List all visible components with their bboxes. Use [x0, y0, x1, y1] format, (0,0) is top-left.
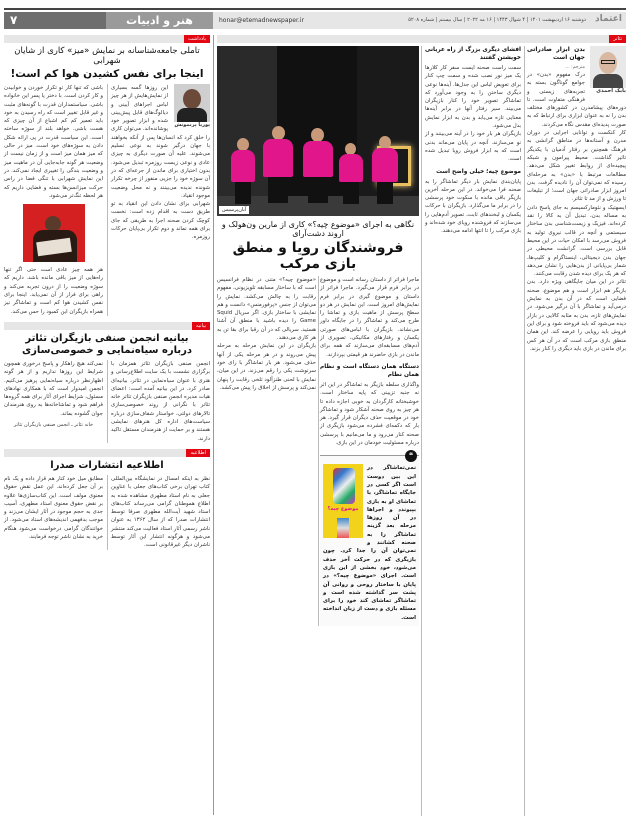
- note-title: اینجا برای نفس کشیدن هوا کم است!: [10, 68, 204, 80]
- page-header: [4, 12, 626, 29]
- author-photo: [590, 46, 626, 88]
- theatre-subhead-2: افشای دیگری بزرگ از راه عریانی خویشتن گفتند: [425, 47, 521, 61]
- column-divider: [421, 46, 422, 816]
- note-author: پوریا پرنمونش: [174, 122, 210, 128]
- theatre-label-wrap: [217, 35, 626, 43]
- paragraph: نظر به اینکه امسال در نمایشگاه بین‌المللی کتاب تهران برخی کتاب‌های جعلی با عناوین جعلی به نام استاد مطهری مشاهده شده به اطلاع هموطنان گرامی می‌رساند کتاب‌های استاد شهید آیت‌الله مطهری صرفا توسط انتشارات صدرا که از سال ۱۳۶۲ به عنوان ناشر رسمی آثار استاد فعالیت می‌کند منتشر می‌شود و هرگونه انتشار این آثار توسط ناشران دیگر غیرقانونی است.: [111, 475, 211, 549]
- essay-author-box: [588, 46, 626, 95]
- theatre-body-col2: [217, 276, 316, 626]
- note-body-left: [4, 84, 103, 316]
- section-title: هنر و ادبیات: [106, 12, 213, 29]
- book-cover-image: [23, 204, 85, 262]
- page-number: ۷: [4, 12, 106, 29]
- theatre-title: فروشندگان رویا و منطق بازی مرکب: [232, 240, 404, 272]
- photo-credit: آبان‌پرسیس: [219, 206, 249, 214]
- theatre-kicker: نگاهی به اجرای «موضوع چیه؟» کاری از مارین ون‌هولک و اروند دشت‌آرای: [221, 220, 415, 238]
- essay-author: بابک احمدی: [596, 88, 626, 94]
- pull-quote-text: نمی‌تماشاگر در این بین دوست است اگر کسی در جایگاه تماشاگر، با تماشای او به بازی بپیوندد و اجراها در آن روزها مرحله بعد گزینه تماشاگر را به صحنه کشانند و نمی‌توان آن را جدا کرد. چون بازیگری که در حرکت آخر حذف می‌شود، خود بخشی از این بازی است. اجرای «موضوع چیه؟» در پایان با ساختار روحی و روانی آن پشت سر گذاشته شده است و تماشاگر تماشای کند خود را برای مسئله بازی و دست از زبان انداخته است.: [323, 465, 416, 621]
- paragraph: نمی‌کند هیچ راهکار و پاسخ درخوری همچون شرایط این روزها نداریم و از هر گونه اظهارنظر درباره سیاه‌نمایی پرهیز می‌کنیم. انجمن امیدوار است که با همکاری نهادهای مسئول، شرایط اجرای آثار برای همه گروه‌ها فراهم شود و تماشاخانه‌ها به روی هنرمندان جوان گشوده بماند.: [4, 360, 103, 417]
- left-column: [4, 35, 210, 550]
- paragraph: کار کنکست و توانایی اجرایی در دوران مدرن و آستانه‌ها در مناطق گرانشی به فرهنگ همچنین بر رفتار آدمیان با یکدیگر تاثیر گذاشت. محیط پیرامون و شبکه پیچیده‌ای از روابط تغییر شکل می‌دهد. مطالعات مرتبط با «بدن» به مرحله‌ای رسیده که نمی‌توان آن را نادیده گرفت. بدن امروز ابزار صادراتی جهان است؛ از تبلیغات تا ورزش و از مد تا تئاتر.: [527, 130, 626, 203]
- theatre-subhead-1: دستگاه همان دستگاه است و نظام همان نظام: [320, 363, 419, 378]
- statement-label: بیانیه: [192, 322, 210, 330]
- statement-label-bar: [4, 322, 210, 330]
- announcement-title: اطلاعیه انتشارات صدرا: [50, 459, 164, 471]
- paragraph: شهرابی برای نشان دادن این انقیاد به تو طریق دست به اقدام زده است: نخست کوچک کردن صحنه اجرا به طریقی که جای برای همه نماند و دوم تکرار بی‌پایان حرکات روزمره.: [111, 201, 210, 241]
- page-divider: [213, 35, 214, 815]
- essay: [527, 46, 626, 353]
- poster-title: موضوع چیه؟: [327, 506, 359, 513]
- paragraph: بازیگران در این نمایش مرحله به مرحله پیش می‌روند و در هر مرحله یکی از آنها حذف می‌شود. هر بار تماشاگر با رای خود سرنوشت یکی را رقم می‌زند. در این میان، نمایش با لحنی طنزآلود تلخی رقابت را پنهان نمی‌کند و پرسش از اخلاق را پیش می‌کشد.: [217, 343, 316, 391]
- announcement-body-right: [111, 475, 210, 550]
- theatre-label: تئاتر: [609, 35, 626, 43]
- note-label-bar: [4, 35, 210, 43]
- statement-body-right: [111, 360, 210, 443]
- theatre-main: [217, 46, 419, 626]
- paragraph: پایان‌بندی نمایش بار دیگر تماشاگر را به صحنه فرا می‌خواند. در این مرحله آخرین بازیگر باقی مانده با سکوت خود پرسشی را در برابر ما می‌گذارد. بازیگران با حرکات یکسان و لبخندهای ثابت، تصویر آدم‌هایی را می‌سازند که فروشنده رویای خود شده‌اند و بازی مرکب را تا انتها ادامه می‌دهند.: [425, 178, 521, 235]
- statement-title-1: بیانیه انجمن صنفی بازیگران تئاتر: [25, 332, 189, 344]
- theatre-body-col1: [320, 276, 419, 626]
- theatre-subhead-3: موضوع چیه؛ خیلی واضح است: [436, 168, 521, 175]
- quote-icon: ❝: [405, 450, 417, 462]
- paragraph: ایسهتیک و نئو‌مارکسیسم به جای پاسخ دادن به مساله بدن، تبدیل آن به کالا را نقد کرده‌اند. فیزیک و زیست‌شناسی بدن ساختار سیستمی و آنچه در قالب نیروی تولید به فروش می‌رسد با امکان حیات در این محیط قابل بررسی است. گرانشت محیطی در جهان بدن دیجیتالی، اینستاگرام و کلیپ‌ها، شمار بی‌پایانی از بدن‌هایی را نشان می‌دهد که هر یک برای دیده شدن رقابت می‌کنند.: [527, 204, 626, 278]
- paragraph: انجمن صنفی بازیگران تئاتر همزمان با برگزاری نشست با یک سایت اطلاع‌رسانی و هنری با عنوان سیاه‌نمایی در تئاتر، بیانیه‌ای صادر کرد. در این بیانیه آمده است: اعضای هیات مدیره انجمن صنفی بازیگران تئاتر خانه تئاتر با نگرانی از روند خصوصی‌سازی تالارهای دولتی، خواستار شفاف‌سازی درباره سیاست‌های اداره کل هنرهای نمایشی هستند و بر حمایت از هنرمندان مستقل تاکید دارند.: [111, 360, 210, 442]
- column-divider: [524, 46, 525, 816]
- issue-date: دوشنبه ۱۶ اردیبهشت ۱۴۰۱ | ۴ شوال ۱۴۴۳ | ۱۶ مه ۲۰۲۲ | سال بیستم | شماره ۵۲۰۸: [408, 17, 586, 23]
- note-kicker: تاملی جامعه‌شناسانه بر نمایش «میز» کاری از شایان شهرابی: [14, 46, 200, 66]
- statement-footer: خانه تئاتر ـ انجمن صنفی بازیگران تئاتر: [13, 422, 94, 429]
- announcement-label-bar: [4, 449, 210, 457]
- author-box: [172, 84, 210, 129]
- column-divider: [107, 475, 108, 550]
- paragraph: این روزها گسه بسیاری از نمایش‌هایش از هر چیز لباس اجراهای آیینی و دیالوگ‌های قابل پیش‌بینی شده و ابزار تصویر خود پوشانده‌اند. می‌توان کاری را خلق کرد که انسان‌ها پس از آنکه بخواهند با جهان درگیر شوند به نوعی تسلیم می‌شوند. علیه آن صورت دیگری به چیزی عادی و نوعی زیست روزمره تبدیل می‌شود. بدون اختیاری برای ماندن از جرعه‌ای که در آن سوژه خود را جزیی منفور از چرخه تکرار شونده ندیده می‌بینند و نه محل وضعیت موجود انقیاد.: [111, 85, 210, 199]
- paragraph: مطابق میل خود کنار هم قرار داده و یک نام بر آن جعل کرده‌اند. این عمل نقض حقوق معنوی مولف است. این کتاب‌سازی‌ها علاوه بر نقض حقوق معنوی استاد مطهری، آسیب جدی به حجم موجود در آثار ایشان می‌زند و موجب بدفهمی اندیشه‌های استاد می‌شود. از خوانندگان گرامی درخواست می‌شود هنگام خرید به نشان ناشر توجه فرمایند.: [4, 475, 103, 540]
- section-email[interactable]: honar@etemadnewspaper.ir: [219, 17, 304, 24]
- newspaper-logo: اعتماد: [595, 14, 622, 24]
- paragraph: ماجرا فراتر از داستان رسانه است و موضوع در برابر فرم قرار می‌گیرد. ماجرا فراتر از داستان و موضوع گیری در برابر فرم نمایش‌های امروز است. این نمایش در هر دو سطح پرسش از ماهیت بازی و تماشا را طرح می‌کند و تماشاگر را در جایگاه داور می‌نشاند. بازیگران با لباس‌های صورتی یکسان و رفتارهای مکانیکی، تصویری از آدم‌های مسابقه‌ای می‌سازند که همه برای ماندن در بازی حاضرند هر قیمتی بپردازند.: [320, 277, 419, 358]
- pull-quote-box: [320, 451, 419, 626]
- play-poster: [323, 464, 363, 538]
- paragraph: تئاتر در این میان جایگاهی ویژه دارد. بدن بازیگر هم ابزار است و هم موضوع. صحنه فضایی است که در آن بدن به نمایش درمی‌آید و تماشاگر با آن درگیر می‌شود. در نمایش‌های تازه، بدن به مثابه کالایی در بازار دیده می‌شود که باید فروخته شود و برای این فروش باید رویایی را عرضه کند. این همان منطق بازی مرکب است که در آن هر کس برای ماندن در بازی باید دیگری را کنار بزند.: [527, 279, 626, 352]
- column-divider: [107, 360, 108, 443]
- paragraph: هر همه چیز عادی است حتی اگر تنها راه‌هایی از میز باقی مانده باشد. داریم که سوژه وضعیت را از درون تجربه می‌کند و راهی برای فرار از آن نمی‌یابد. اینجا برای نفس کشیدن هوا کم است و تماشاگر نیز همراه بازیگران این کمبود را حس می‌کند.: [4, 267, 103, 315]
- statement-title-2: درباره سیاه‌نمایی و خصوصی‌سازی: [22, 344, 192, 356]
- statement-body-left: [4, 360, 103, 443]
- paragraph: درک مفهوم «بدن» در جوامع گوناگون بسته به تجربه‌های زیستی و فرهنگی متفاوت است. تا دوره‌های پیشا‌مدرن در کشورهای مختلف بدن را نه به عنوان ابزاری برای ارتباط که به صورت پدیده‌ای مقدس نگاه می‌کردند.: [527, 72, 626, 128]
- note-label: یادداشت: [184, 35, 210, 43]
- column-divider: [318, 276, 319, 626]
- note-body-right: [111, 84, 210, 316]
- paragraph: واگذاری سلطه بازیگر به تماشاگر در این اثر نه جنبه تزیینی که پایه ساختار است. خوشبختانه کارگردان به خوبی اجازه داده تا هر چیز به روی صحنه آشکار شود و تماشاگر خود در موقعیت حذف دیگران قرار گیرد. هر بار که دکمه‌ای فشرده می‌شود بازیگری از صحنه کنار می‌رود و ما می‌مانیم با پرسشی درباره مسئولیت خودمان در این بازی.: [320, 381, 419, 447]
- essay-translator: مترجم: ...: [565, 65, 585, 70]
- essay-title: بدن ابزار صادراتی جهان است: [527, 46, 585, 61]
- announcement-label: اطلاعیه: [186, 449, 210, 457]
- theatre-label-bar: [217, 35, 626, 43]
- paragraph: باشی که تنها کار تو تکرار خوردن و خوابیدن و کار کردن است. با دختر یا پسر این خانواده باشی. سیاستمداران قدرت با گونه‌های مثبت و غیر قابل تغییر است که راه رسیدن به خود باید تعمیر کم کم اشباع از آن چیزی که هست باشی. خواهد بلند از سوژه ساخته است. این سیاست قدرت در پی ارائه شکل دادن به سوژه‌های خود است. میز در حالی که میز همان میز است و از زمان نیست از وضعیت هر گونه جابه‌جایی آن در ماهیت میز و وضعیت بندگی را تغییری ایجاد نمی‌کند. در این نمایش شهرابی با تنگی فضا در راس حرکت میزانسن‌ها بسته و فضایی داریم که هر لحظه تنگ‌تر می‌شود.: [4, 85, 103, 199]
- header-rule: [4, 8, 626, 10]
- theatre-body-col3: [425, 46, 521, 236]
- author-photo: [174, 84, 210, 122]
- paragraph: بازیگران هر بار خود را در آینه می‌بینند و از نو می‌سازند. آنچه در پایان می‌ماند بدنی است که به ابزار فروش رویا تبدیل شده است.: [425, 131, 521, 163]
- announcement-body-left: [4, 475, 103, 550]
- paragraph: سمت راست صحنه ایست سفر کار کلارها یک میز نور نصب شده و سمت چپ کنار برای تعویض لباس این جدل‌ها. آینه‌ها نوعی دیگری ساختن را به وجود می‌آورد که تماشاگر تصویر خود را کنار بازیگران می‌بیند. سیر رفتار آنها در برابر آینه‌ها معنایی تازه می‌یابد و بدن به ابزار نمایش بدل می‌شود.: [425, 65, 521, 130]
- column-divider: [107, 84, 108, 316]
- play-photo: [217, 46, 419, 216]
- paragraph: «موضوع چیه؟» متنی در نظام فرانسیس است که با ساختار مسابقه تلویزیونی، مفهوم رقابت را به چالش می‌کشد. نمایش را می‌توان از جنس «پرفورمنس» دانست و هم نمایشی با ساختار بازی. اگر سریال Squid Game را دیده باشید با منطق آن آشنا هستید. سریالی که در آن رقبا برای بقا تن به هر کاری می‌دهند.: [217, 277, 316, 342]
